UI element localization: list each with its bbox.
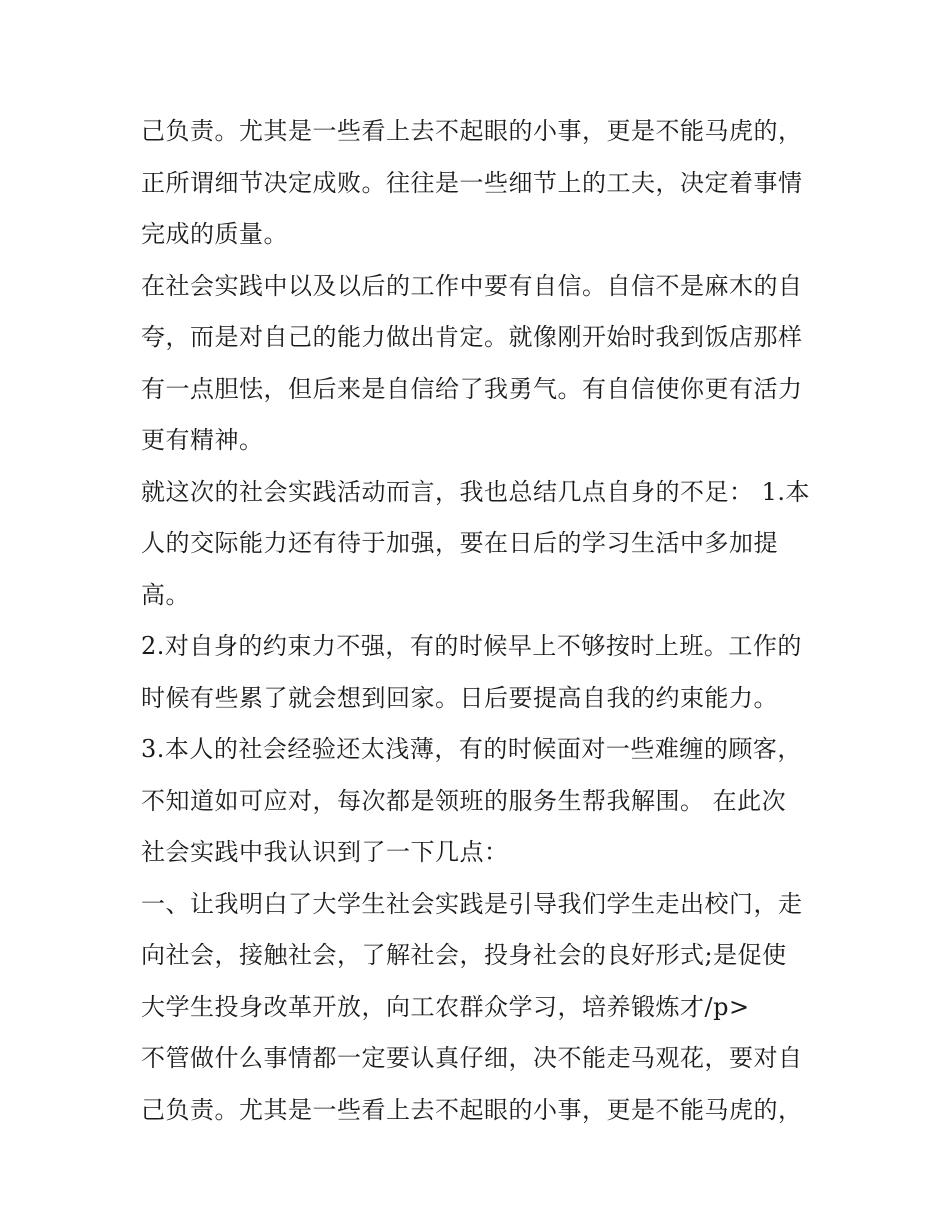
text-line: 人的交际能力还有待于加强，要在日后的学习生活中多加提 (141, 529, 778, 557)
text-line: 2.对自身的约束力不强，有的时候早上不够按时上班。工作的 (141, 632, 802, 660)
text-line: 正所谓细节决定成败。往往是一些细节上的工夫，决定着事情 (141, 168, 803, 197)
text-line: 有一点胆怯，但后来是自信给了我勇气。有自信使你更有活力 (141, 374, 803, 403)
text-line: 向社会，接触社会，了解社会，投身社会的良好形式;是促使 (141, 941, 787, 969)
text-line: 不管做什么事情都一定要认真仔细，决不能走马观花，要对自 (141, 1044, 803, 1072)
text-line: 一、让我明白了大学生社会实践是引导我们学生走出校门，走 (141, 889, 803, 918)
text-line: 3.本人的社会经验还太浅薄，有的时候面对一些难缠的顾客， (141, 735, 802, 763)
text-line: 社会实践中我认识到了一下几点： (141, 838, 509, 866)
text-line: 夸，而是对自己的能力做出肯定。就像刚开始时我到饭店那样 (141, 323, 803, 351)
text-line: 高。 (141, 580, 190, 609)
text-line: 时候有些累了就会想到回家。日后要提高自我的约束能力。 (141, 683, 778, 712)
text-line: 完成的质量。 (141, 220, 288, 248)
text-line: 不知道如可应对，每次都是领班的服务生帮我解围。 在此次 (141, 786, 787, 815)
text-line: 己负责。尤其是一些看上去不起眼的小事，更是不能马虎的， (141, 117, 803, 145)
text-line: 在社会实践中以及以后的工作中要有自信。自信不是麻木的自 (141, 271, 803, 300)
text-line: 大学生投身改革开放，向工农群众学习，培养锻炼才/p> (141, 992, 750, 1021)
body-text (141, 106, 821, 1136)
text-line: 己负责。尤其是一些看上去不起眼的小事，更是不能马虎的， (141, 1095, 803, 1124)
text-line: 更有精神。 (141, 426, 264, 454)
text-line: 就这次的社会实践活动而言，我也总结几点自身的不足： 1.本 (141, 477, 811, 506)
